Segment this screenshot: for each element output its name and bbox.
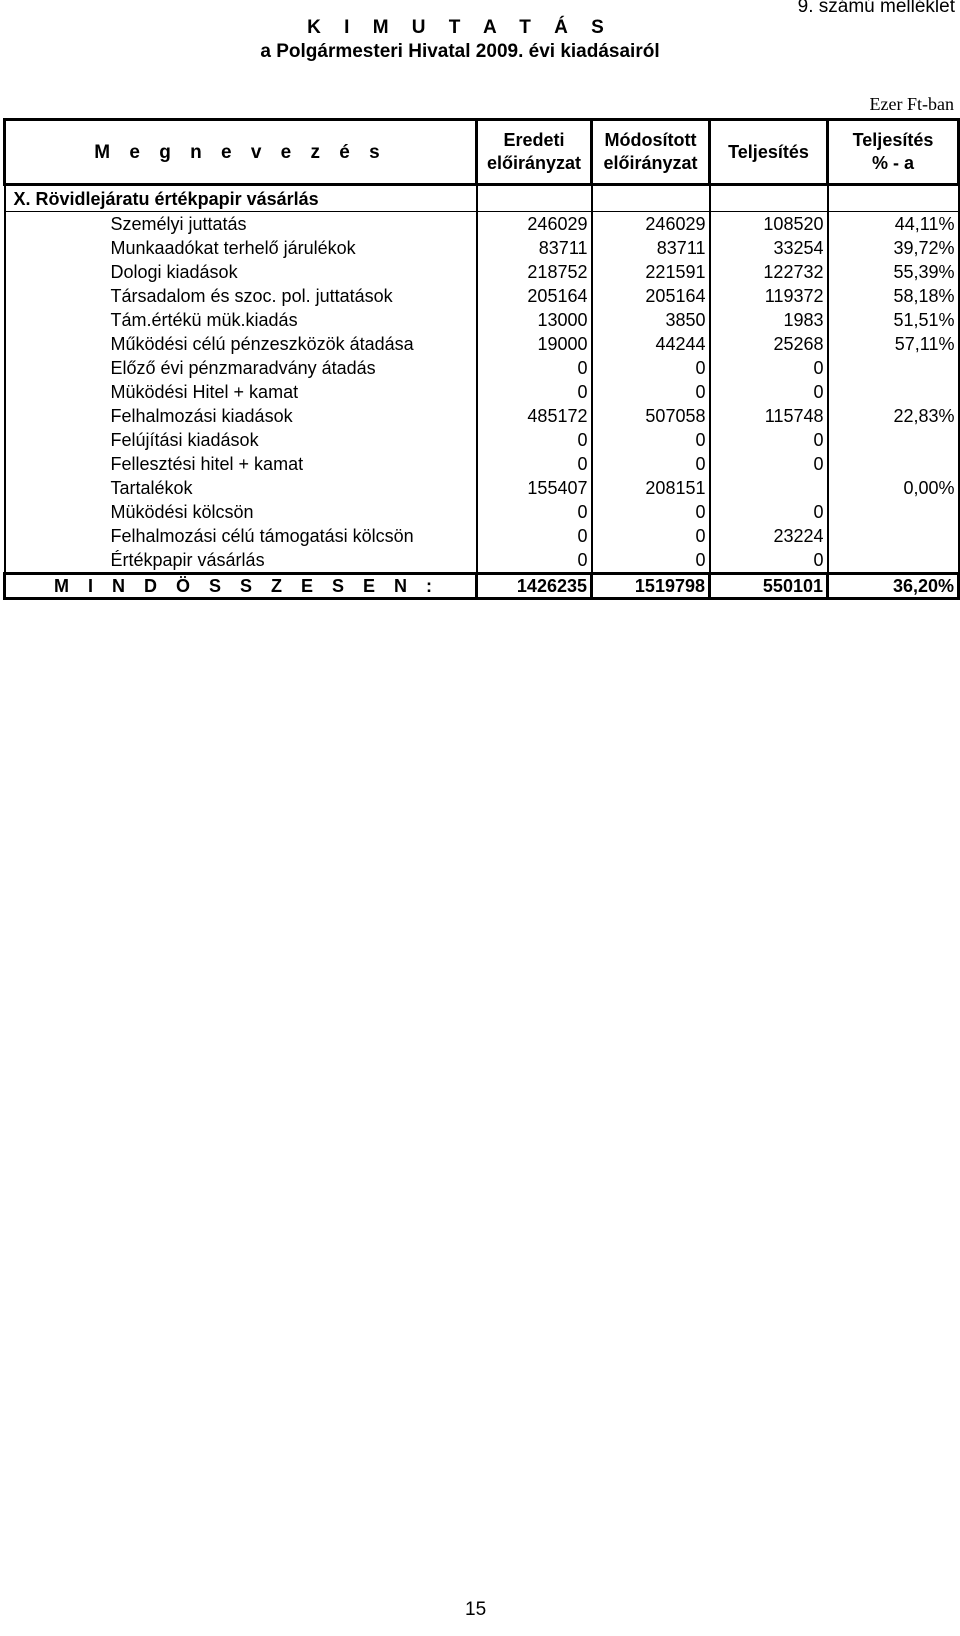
- table-row: [5, 260, 959, 284]
- row-modified-value: 83711: [592, 236, 710, 260]
- unit-label: Ezer Ft-ban: [869, 94, 954, 114]
- row-name: Előző évi pénzmaradvány átadás: [5, 356, 477, 380]
- row-actual-value: 0: [710, 452, 828, 476]
- expenditure-table: [3, 118, 960, 600]
- table-row: [5, 476, 959, 500]
- table-header-row: [5, 120, 959, 185]
- row-original-value: 0: [477, 380, 592, 404]
- row-name: Dologi kiadások: [5, 260, 477, 284]
- document-title: K I M U T A T Á S: [307, 17, 613, 38]
- table-row: [5, 524, 959, 548]
- column-header-actual: Teljesítés: [710, 120, 828, 185]
- section-cell: [592, 185, 710, 212]
- row-modified-value: 205164: [592, 284, 710, 308]
- table-row: [5, 332, 959, 356]
- section-cell: [710, 185, 828, 212]
- section-cell: [477, 185, 592, 212]
- row-modified-value: 208151: [592, 476, 710, 500]
- row-modified-value: 0: [592, 452, 710, 476]
- row-original-value: 155407: [477, 476, 592, 500]
- row-modified-value: 0: [592, 524, 710, 548]
- table-row: [5, 452, 959, 476]
- column-header-original-line2: előirányzat: [486, 153, 582, 173]
- column-header-name: M e g n e v e z é s: [5, 120, 477, 185]
- row-original-value: 0: [477, 428, 592, 452]
- table-row: [5, 308, 959, 332]
- row-name: Személyi juttatás: [5, 212, 477, 237]
- table-row: [5, 380, 959, 404]
- table-row: [5, 548, 959, 574]
- row-percent-value: 55,39%: [828, 260, 959, 284]
- row-modified-value: 44244: [592, 332, 710, 356]
- table-row: [5, 404, 959, 428]
- row-modified-value: 0: [592, 356, 710, 380]
- row-modified-value: 0: [592, 548, 710, 574]
- row-name: Müködési Hitel + kamat: [5, 380, 477, 404]
- row-name: Felhalmozási kiadások: [5, 404, 477, 428]
- row-modified-value: 0: [592, 500, 710, 524]
- row-name: Fellesztési hitel + kamat: [5, 452, 477, 476]
- row-percent-value: 0,00%: [828, 476, 959, 500]
- annex-label: 9. számú melléklet: [797, 0, 955, 17]
- row-name: Működési célú pénzeszközök átadása: [5, 332, 477, 356]
- total-modified-value: 1519798: [592, 574, 710, 599]
- table-row: [5, 428, 959, 452]
- total-label: M I N D Ö S S Z E S E N :: [5, 574, 477, 599]
- column-header-original: [477, 120, 592, 185]
- column-header-percent: [828, 120, 959, 185]
- row-original-value: 0: [477, 452, 592, 476]
- column-header-modified-line1: Módosított: [604, 130, 697, 150]
- row-modified-value: 221591: [592, 260, 710, 284]
- row-percent-value: 58,18%: [828, 284, 959, 308]
- row-original-value: 0: [477, 500, 592, 524]
- row-original-value: 0: [477, 356, 592, 380]
- row-actual-value: 1983: [710, 308, 828, 332]
- row-original-value: 83711: [477, 236, 592, 260]
- row-original-value: 13000: [477, 308, 592, 332]
- row-actual-value: 108520: [710, 212, 828, 237]
- row-percent-value: 51,51%: [828, 308, 959, 332]
- row-original-value: 205164: [477, 284, 592, 308]
- column-header-original-line1: Eredeti: [503, 130, 565, 150]
- row-percent-value: 57,11%: [828, 332, 959, 356]
- row-name: Társadalom és szoc. pol. juttatások: [5, 284, 477, 308]
- section-title: X. Rövidlejáratu értékpapir vásárlás: [5, 185, 477, 212]
- row-actual-value: 122732: [710, 260, 828, 284]
- row-modified-value: 3850: [592, 308, 710, 332]
- document-title-block: [250, 16, 670, 64]
- row-name: Müködési kölcsön: [5, 500, 477, 524]
- row-name: Értékpapir vásárlás: [5, 548, 477, 574]
- row-name: Tartalékok: [5, 476, 477, 500]
- total-original-value: 1426235: [477, 574, 592, 599]
- row-original-value: 19000: [477, 332, 592, 356]
- row-percent-value: 44,11%: [828, 212, 959, 237]
- table-row: [5, 356, 959, 380]
- row-actual-value: 0: [710, 380, 828, 404]
- table-row: [5, 236, 959, 260]
- section-cell: [828, 185, 959, 212]
- row-actual-value: 0: [710, 500, 828, 524]
- total-actual-value: 550101: [710, 574, 828, 599]
- row-percent-value: [828, 428, 959, 452]
- row-modified-value: 507058: [592, 404, 710, 428]
- column-header-modified: [592, 120, 710, 185]
- page-number: 15: [465, 1599, 487, 1620]
- row-actual-value: 0: [710, 356, 828, 380]
- row-name: Tám.értékü mük.kiadás: [5, 308, 477, 332]
- column-header-percent-line2: % - a: [871, 153, 914, 173]
- row-original-value: 485172: [477, 404, 592, 428]
- column-header-modified-line2: előirányzat: [603, 153, 698, 173]
- row-percent-value: [828, 380, 959, 404]
- row-percent-value: [828, 548, 959, 574]
- row-percent-value: 39,72%: [828, 236, 959, 260]
- row-name: Munkaadókat terhelő járulékok: [5, 236, 477, 260]
- row-percent-value: [828, 452, 959, 476]
- document-subtitle: a Polgármesteri Hivatal 2009. évi kiadásairól: [260, 41, 660, 62]
- row-actual-value: 25268: [710, 332, 828, 356]
- row-actual-value: 119372: [710, 284, 828, 308]
- section-row: [5, 185, 959, 212]
- total-row: [5, 574, 959, 599]
- row-original-value: 0: [477, 548, 592, 574]
- row-actual-value: 23224: [710, 524, 828, 548]
- row-percent-value: [828, 500, 959, 524]
- table-row: [5, 212, 959, 237]
- row-actual-value: 0: [710, 428, 828, 452]
- row-modified-value: 0: [592, 428, 710, 452]
- row-original-value: 246029: [477, 212, 592, 237]
- row-original-value: 218752: [477, 260, 592, 284]
- total-percent-value: 36,20%: [828, 574, 959, 599]
- row-percent-value: [828, 356, 959, 380]
- row-actual-value: 33254: [710, 236, 828, 260]
- row-actual-value: [710, 476, 828, 500]
- row-modified-value: 246029: [592, 212, 710, 237]
- row-percent-value: 22,83%: [828, 404, 959, 428]
- row-percent-value: [828, 524, 959, 548]
- row-actual-value: 115748: [710, 404, 828, 428]
- row-name: Felújítási kiadások: [5, 428, 477, 452]
- row-actual-value: 0: [710, 548, 828, 574]
- row-modified-value: 0: [592, 380, 710, 404]
- row-name: Felhalmozási célú támogatási kölcsön: [5, 524, 477, 548]
- column-header-percent-line1: Teljesítés: [852, 130, 934, 150]
- table-row: [5, 284, 959, 308]
- row-original-value: 0: [477, 524, 592, 548]
- table-row: [5, 500, 959, 524]
